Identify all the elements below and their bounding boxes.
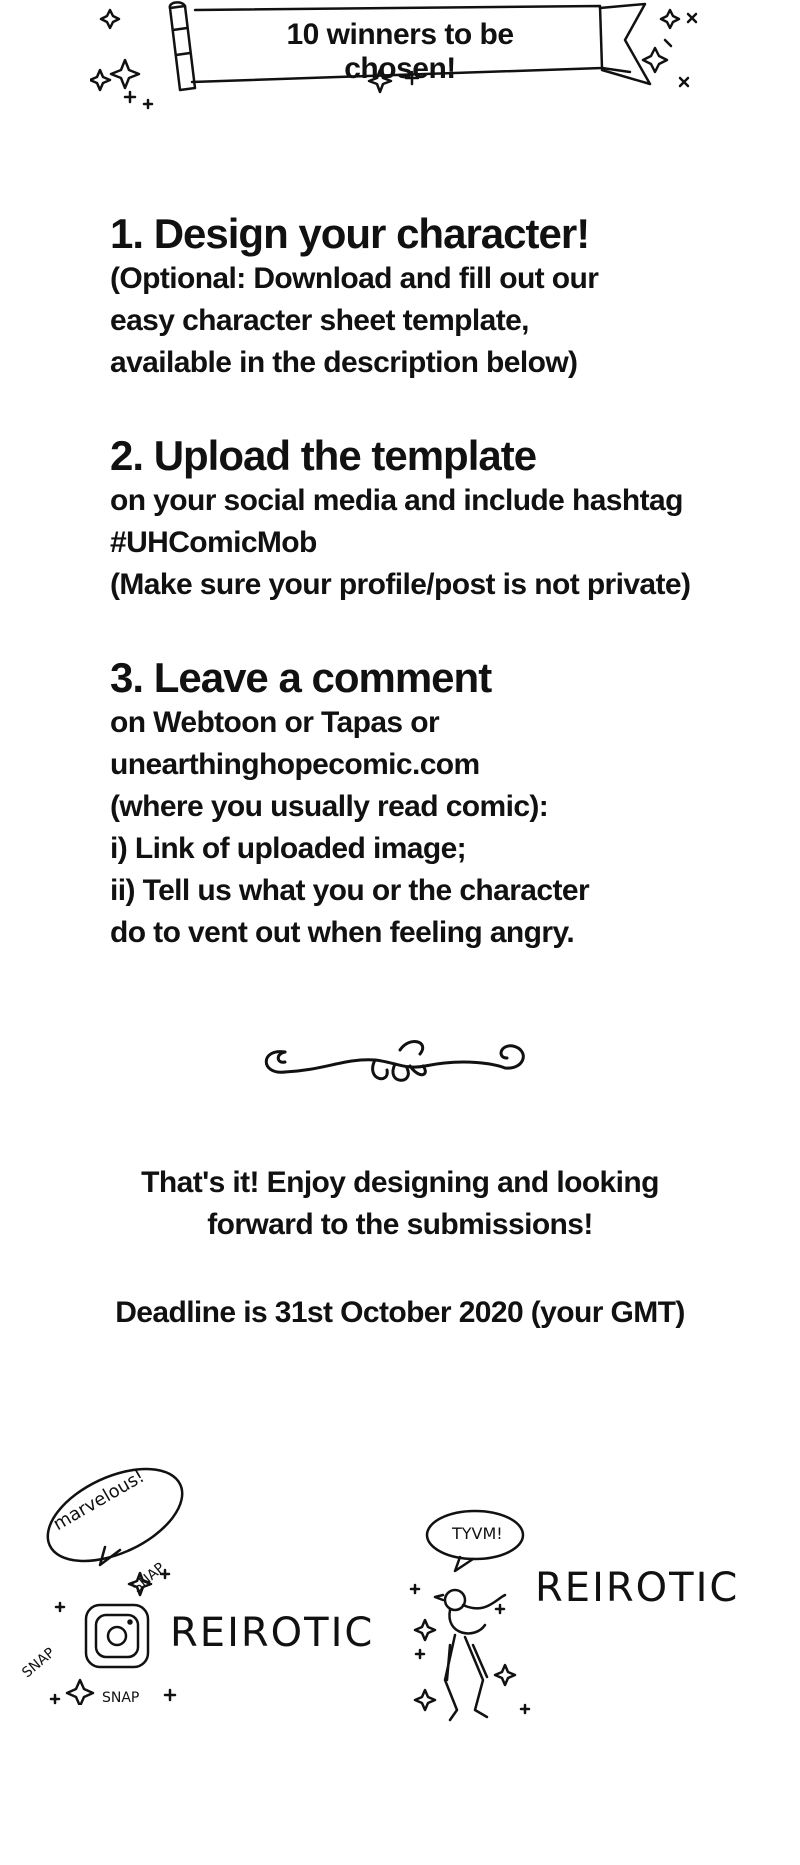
step-2-title: 2. Upload the template (110, 432, 537, 479)
instagram-signature-doodle (20, 1455, 380, 1705)
bubble-text-tyvm: TYVM! (452, 1524, 503, 1543)
step-3-line: ii) Tell us what you or the character (110, 874, 590, 907)
step-1-title: 1. Design your character! (110, 210, 590, 257)
snap-label: SNAP (19, 1644, 59, 1682)
bubble-text-marvelous: marvelous! (49, 1465, 149, 1536)
signature-name: REIROTIC (535, 1565, 740, 1611)
step-3-line: on Webtoon or Tapas or (110, 706, 440, 739)
deadline-text: Deadline is 31st October 2020 (your GMT) (115, 1296, 685, 1329)
snap-label: SNAP (102, 1690, 140, 1706)
signature-name: REIROTIC (170, 1610, 375, 1656)
step-1-line: (Optional: Download and fill out our (110, 262, 599, 295)
outro-line-2: forward to the submissions! (207, 1208, 593, 1241)
step-1-line: available in the description below) (110, 346, 578, 379)
step-3-line: (where you usually read comic): (110, 790, 549, 823)
step-3-line: unearthinghopecomic.com (110, 748, 480, 781)
step-3-title: 3. Leave a comment (110, 654, 492, 701)
banner-title: 10 winners to be chosen! (286, 18, 514, 85)
step-3-line: i) Link of uploaded image; (110, 832, 467, 865)
step-2 (110, 432, 750, 606)
step-1 (110, 210, 750, 384)
step-2-line: on your social media and include hashtag (110, 484, 683, 517)
step-2-line: (Make sure your profile/post is not private) (110, 568, 691, 601)
step-2-line: #UHComicMob (110, 526, 317, 559)
flourish-divider (255, 1030, 535, 1100)
outro-line-1: That's it! Enjoy designing and looking (141, 1166, 659, 1199)
step-1-line: easy character sheet template, (110, 304, 529, 337)
step-3 (110, 654, 750, 954)
step-3-line: do to vent out when feeling angry. (110, 916, 575, 949)
snap-label: SNAP (129, 1559, 169, 1597)
